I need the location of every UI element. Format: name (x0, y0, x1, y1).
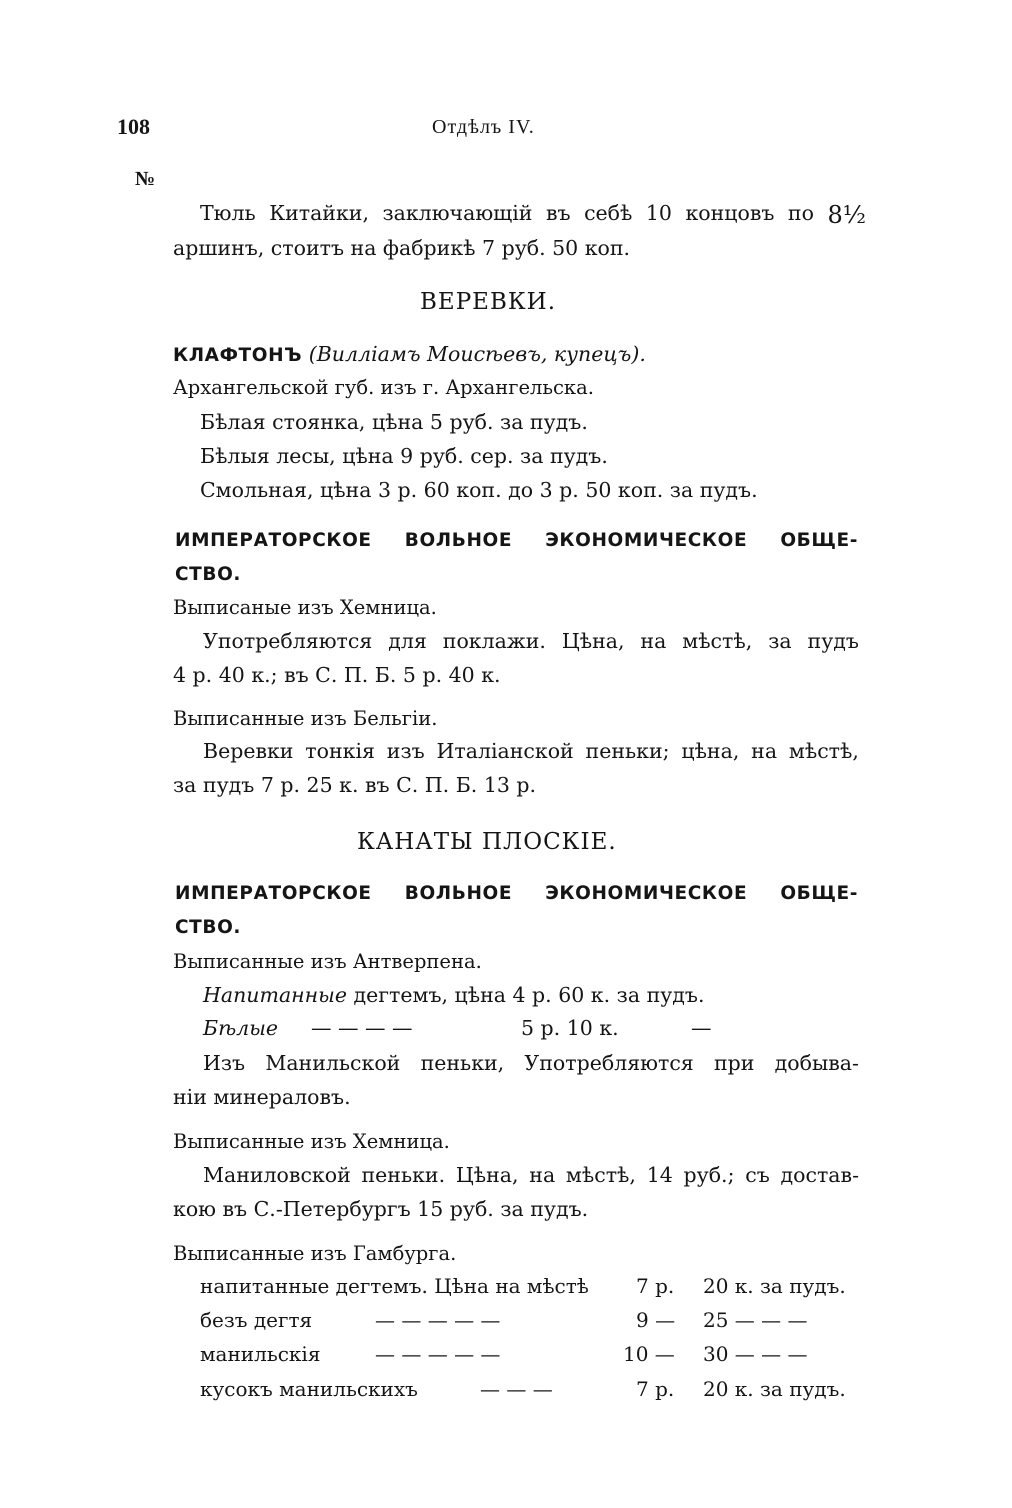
price-row (203, 1016, 723, 1044)
org-heading-line-1 (175, 883, 858, 904)
row-label: Бѣлые (203, 1016, 279, 1040)
value-b: 25 — — — (703, 1308, 808, 1332)
ditto-dash: — (691, 1016, 712, 1040)
paragraph-line (203, 1051, 859, 1075)
word: при (713, 1051, 755, 1075)
word: мѣстѣ, (682, 629, 753, 653)
table-row (200, 1274, 860, 1304)
paragraph-line: 4 р. 40 к.; въ С. П. Б. 5 р. 40 к. (173, 663, 501, 687)
word: мѣстѣ, (565, 1163, 636, 1187)
row-name: манильскія (200, 1342, 321, 1366)
word: Употребляются (524, 1051, 694, 1075)
paragraph-line: кою въ С.-Петербургъ 15 руб. за пудъ. (173, 1197, 589, 1221)
word: ЭКОНОМИЧЕСКОЕ (545, 530, 748, 551)
subheading: Выписанные изъ Бельгіи. (173, 707, 438, 730)
subheading: Выписанные изъ Гамбурга. (173, 1242, 457, 1265)
value-b: 20 к. за пудъ. (703, 1377, 846, 1401)
paragraph-line (203, 1163, 859, 1187)
word: на (529, 1163, 556, 1187)
value-a: 10 — (623, 1342, 675, 1366)
word: заключающій (382, 201, 533, 225)
table-row (200, 1342, 860, 1372)
word: Цѣна, (455, 1163, 519, 1187)
ditto-dashes: — — — (480, 1377, 553, 1401)
word: добыва- (774, 1051, 859, 1075)
word: ИМПЕРАТОРСКОЕ (175, 883, 372, 904)
row-label: Напитанные (203, 983, 348, 1007)
subheading: Выписанные изъ Антверпена. (173, 950, 482, 973)
word: пеньки, (420, 1051, 505, 1075)
word: пудъ (807, 629, 859, 653)
word: по (787, 201, 814, 225)
price-row (203, 983, 704, 1007)
word: цѣна, (681, 739, 740, 763)
number-mark: № (135, 168, 156, 190)
location: Архангельской губ. изъ г. Архангельска. (173, 376, 594, 399)
word: съ (745, 1163, 770, 1187)
running-head: Отдѣлъ IV. (432, 116, 535, 138)
word: на (640, 629, 667, 653)
word: Употребляются (203, 629, 373, 653)
org-heading-line-2: СТВО. (175, 917, 242, 938)
item-line: Бѣлыя лесы, цѣна 9 руб. сер. за пудъ. (200, 444, 608, 468)
paragraph-line (203, 629, 859, 653)
paragraph-line (203, 739, 859, 763)
entry-heading (173, 342, 646, 366)
subheading: Выписаные изъ Хемница. (173, 596, 437, 619)
word: концовъ (685, 201, 775, 225)
row-value: 5 р. 10 к. (521, 1016, 619, 1040)
word: руб.; (683, 1163, 735, 1187)
row-text: дегтемъ, цѣна 4 р. 60 к. за пудъ. (353, 983, 705, 1007)
intro-line-1 (200, 201, 866, 229)
item-line: Смольная, цѣна 3 р. 60 коп. до 3 р. 50 коп. за пудъ. (200, 478, 758, 502)
word: ОБЩЕ- (780, 530, 858, 551)
ditto-dashes: — — — — (311, 1016, 413, 1040)
word: Цѣна, (561, 629, 625, 653)
ditto-dashes: — — — — — (375, 1308, 501, 1332)
word: за (768, 629, 792, 653)
word: Манильской (265, 1051, 401, 1075)
word: 14 (646, 1163, 673, 1187)
value-b: 30 — — — (703, 1342, 808, 1366)
word: 10 (645, 201, 672, 225)
price-table (200, 1274, 860, 1414)
word: Веревки (203, 739, 294, 763)
section-title-verevki: ВЕРЕВКИ. (420, 289, 557, 315)
intro-line-2: аршинъ, стоитъ на фабрикѣ 7 руб. 50 коп. (173, 236, 631, 260)
word: въ (545, 201, 571, 225)
word: ИМПЕРАТОРСКОЕ (175, 530, 372, 551)
word: ВОЛЬНОЕ (404, 883, 513, 904)
word: ВОЛЬНОЕ (404, 530, 513, 551)
item-line: Бѣлая стоянка, цѣна 5 руб. за пудъ. (200, 410, 588, 434)
table-row (200, 1308, 860, 1338)
section-title-kanaty: КАНАТЫ ПЛОСКІЕ. (357, 829, 617, 855)
word: изъ (386, 739, 425, 763)
value-a: 7 р. (636, 1274, 675, 1298)
table-row (200, 1377, 860, 1407)
paragraph-line: ніи минераловъ. (173, 1085, 351, 1109)
word: пеньки; (585, 739, 670, 763)
word: ОБЩЕ- (780, 883, 858, 904)
org-name: КЛАФТОНЪ (173, 345, 303, 366)
person-name: (Вилліамъ Моисѣевъ, купецъ). (308, 342, 646, 366)
word: себѣ (584, 201, 633, 225)
value-b: 20 к. за пудъ. (703, 1274, 846, 1298)
page-number: 108 (117, 114, 150, 139)
word: Маниловской (203, 1163, 351, 1187)
ditto-dashes: — — — — — (375, 1342, 501, 1366)
row-name: напитанные дегтемъ. Цѣна на мѣстѣ (200, 1274, 589, 1298)
word: тонкія (305, 739, 375, 763)
paragraph-line: за пудъ 7 р. 25 к. въ С. П. Б. 13 р. (173, 773, 537, 797)
word: Китайки, (269, 201, 369, 225)
row-name: безъ дегтя (200, 1308, 313, 1332)
org-heading-line-1 (175, 530, 858, 551)
word: поклажи. (442, 629, 546, 653)
word: достав- (780, 1163, 859, 1187)
word: ЭКОНОМИЧЕСКОЕ (545, 883, 748, 904)
word: 8½ (827, 201, 866, 229)
word: на (751, 739, 778, 763)
word: Тюль (200, 201, 256, 225)
word: Италіанской (436, 739, 574, 763)
word: пеньки. (361, 1163, 446, 1187)
value-a: 9 — (636, 1308, 676, 1332)
subheading: Выписанные изъ Хемница. (173, 1130, 450, 1153)
word: Изъ (203, 1051, 246, 1075)
org-heading-line-2: СТВО. (175, 564, 242, 585)
row-name: кусокъ манильскихъ (200, 1377, 418, 1401)
value-a: 7 р. (636, 1377, 675, 1401)
word: для (388, 629, 427, 653)
word: мѣстѣ, (788, 739, 859, 763)
